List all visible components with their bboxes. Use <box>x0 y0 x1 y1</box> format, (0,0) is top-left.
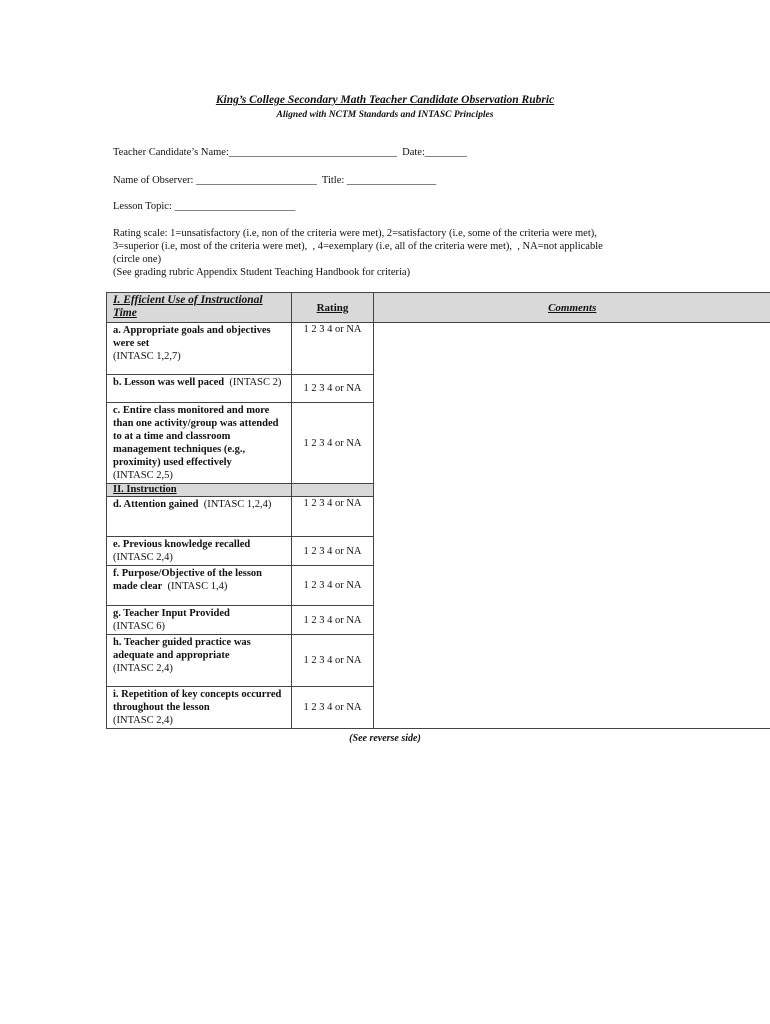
lesson-topic-field[interactable]: Lesson Topic: _______________________ <box>113 201 296 212</box>
document-subtitle: Aligned with NCTM Standards and INTASC Principles <box>276 110 494 120</box>
rating-i[interactable]: 1 2 3 4 or NA <box>292 687 374 729</box>
rating-column-header: Rating <box>292 293 374 323</box>
comments-column-header: Comments <box>374 293 770 323</box>
criterion-d: d. Attention gained (INTASC 1,2,4) <box>107 497 292 537</box>
observer-title-field[interactable]: Name of Observer: _______________________ Title: _________________ <box>113 175 437 186</box>
criterion-e: e. Previous knowledge recalled (INTASC 2,4) <box>107 537 292 566</box>
rating-e[interactable]: 1 2 3 4 or NA <box>292 537 374 566</box>
section-header-instruction-rating <box>292 484 374 497</box>
criterion-f: f. Purpose/Objective of the lesson made clear (INTASC 1,4) <box>107 566 292 606</box>
criterion-h: h. Teacher guided practice was adequate and appropriate (INTASC 2,4) <box>107 635 292 687</box>
rating-a[interactable]: 1 2 3 4 or NA <box>292 323 374 375</box>
rating-c[interactable]: 1 2 3 4 or NA <box>292 403 374 484</box>
section-header-instruction: II. Instruction <box>107 484 292 497</box>
rating-f[interactable]: 1 2 3 4 or NA <box>292 566 374 606</box>
rating-scale-line-4: (See grading rubric Appendix Student Teaching Handbook for criteria) <box>113 267 411 278</box>
section-header-efficient-use: I. Efficient Use of Instructional Time <box>107 293 292 323</box>
table-header-row <box>107 293 770 323</box>
table-row <box>107 323 770 375</box>
criterion-g: g. Teacher Input Provided (INTASC 6) <box>107 606 292 635</box>
rating-scale-line-3: (circle one) <box>113 254 162 265</box>
rating-d[interactable]: 1 2 3 4 or NA <box>292 497 374 537</box>
rating-b[interactable]: 1 2 3 4 or NA <box>292 375 374 403</box>
see-reverse-side-note: (See reverse side) <box>349 733 421 744</box>
rating-scale-line-1: Rating scale: 1=unsatisfactory (i.e, non of the criteria were met), 2=satisfactory (i.e, some of the criteria were met), <box>113 228 597 239</box>
criterion-b: b. Lesson was well paced (INTASC 2) <box>107 375 292 403</box>
rating-scale-line-2: 3=superior (i.e, most of the criteria were met), , 4=exemplary (i.e, all of the criteria were met), , NA=not applicable <box>113 241 603 252</box>
document-title: King’s College Secondary Math Teacher Candidate Observation Rubric <box>215 94 555 106</box>
rating-h[interactable]: 1 2 3 4 or NA <box>292 635 374 687</box>
rating-scale <box>113 227 753 279</box>
candidate-name-date-field[interactable]: Teacher Candidate’s Name:________________________________ Date:________ <box>113 147 467 158</box>
rating-g[interactable]: 1 2 3 4 or NA <box>292 606 374 635</box>
comments-area[interactable] <box>374 323 770 729</box>
criterion-a: a. Appropriate goals and objectives were set (INTASC 1,2,7) <box>107 323 292 375</box>
observation-rubric-table <box>106 292 770 729</box>
criterion-i: i. Repetition of key concepts occurred throughout the lesson (INTASC 2,4) <box>107 687 292 729</box>
criterion-c: c. Entire class monitored and more than one activity/group was attended to at a time and classroom management techniques (e.g., proximity) used effectively (INTASC 2,5) <box>107 403 292 484</box>
